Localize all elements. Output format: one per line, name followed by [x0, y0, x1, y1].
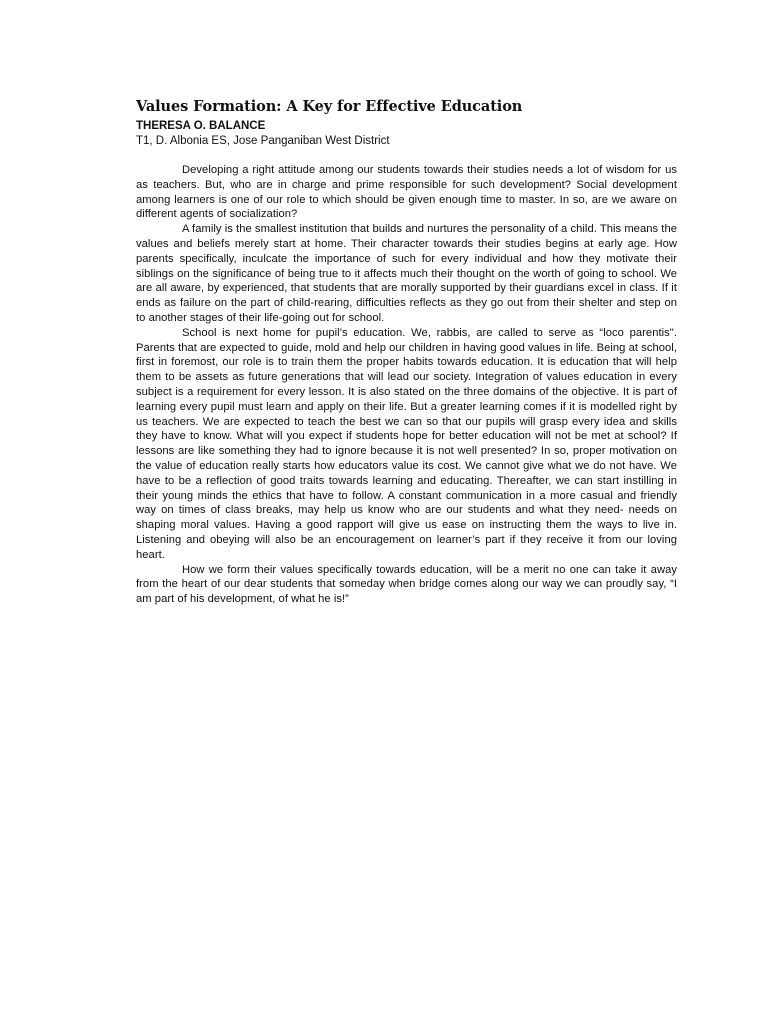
paragraph-2: A family is the smallest institution that builds and nurtures the personality of a child. This means the values and beliefs merely start at home. Their character towards their studies begins at early age. How parents specifically, inculcate the importance of such for every individual and how they motivate their siblings on the significance of being true to it affects much their thought on the worth of going to school. We are all aware, by experienced, that students that are morally supported by their guardians excel in class. If it ends as failure on the part of child-rearing, difficulties reflects as they go out from their shelter and step on to another stages of their life-going out for school. — [136, 223, 678, 324]
article — [136, 97, 677, 607]
author-affiliation: T1, D. Albonia ES, Jose Panganiban West District — [136, 135, 390, 147]
paragraph-4: How we form their values specifically towards education, will be a merit no one can take it away from the heart of our dear students that someday when bridge comes along our way we can proudly say, “I am part of his development, of what he is!” — [136, 563, 677, 606]
article-title: Values Formation: A Key for Effective Education — [136, 98, 523, 115]
paragraph-3: School is next home for pupil’s education. We, rabbis, are called to serve as “loco parentis". Parents that are expected to guide, mold and help our children in having good values in life. Being at school, first in foremost, our role is to train them the proper habits towards education. It is education that will help them to be assets as future generations that will lead our society. Integration of values education in every subject is a requirement for every lesson. It is also stated on the three domains of the objective. It is part of learning every pupil must learn and apply on their life. But a greater learning comes if it is modelled right by us teachers. We are expected to teach the best we can so that our pupils will grasp every idea and skills they have to know. What will you expect if students hope for better education will not be met at school? If lessons are like something they had to ignore because it is not well presented? In so, proper motivation on the value of education really starts how educators value its cost. We cannot give what we do not have. We have to be a reflection of good traits towards learning and educating. Thereafter, we can start instilling in their young minds the ethics that have to follow. A constant communication in a more casual and friendly way on times of class breaks, may help us know who are our students and what they need- needs on shaping moral values. Having a good rapport will give us ease on instructing them the ways to live in. Listening and obeying will also be an encouragement on learner’s part if they receive it from our loving heart. — [136, 326, 677, 561]
author-name: THERESA O. BALANCE — [136, 120, 266, 132]
paragraph-1: Developing a right attitude among our students towards their studies needs a lot of wisdom for us as teachers. But, who are in charge and prime responsible for such development? Social development among learners is one of our role to which should be given enough time to master. In so, are we aware on different agents of socialization? — [136, 164, 677, 221]
